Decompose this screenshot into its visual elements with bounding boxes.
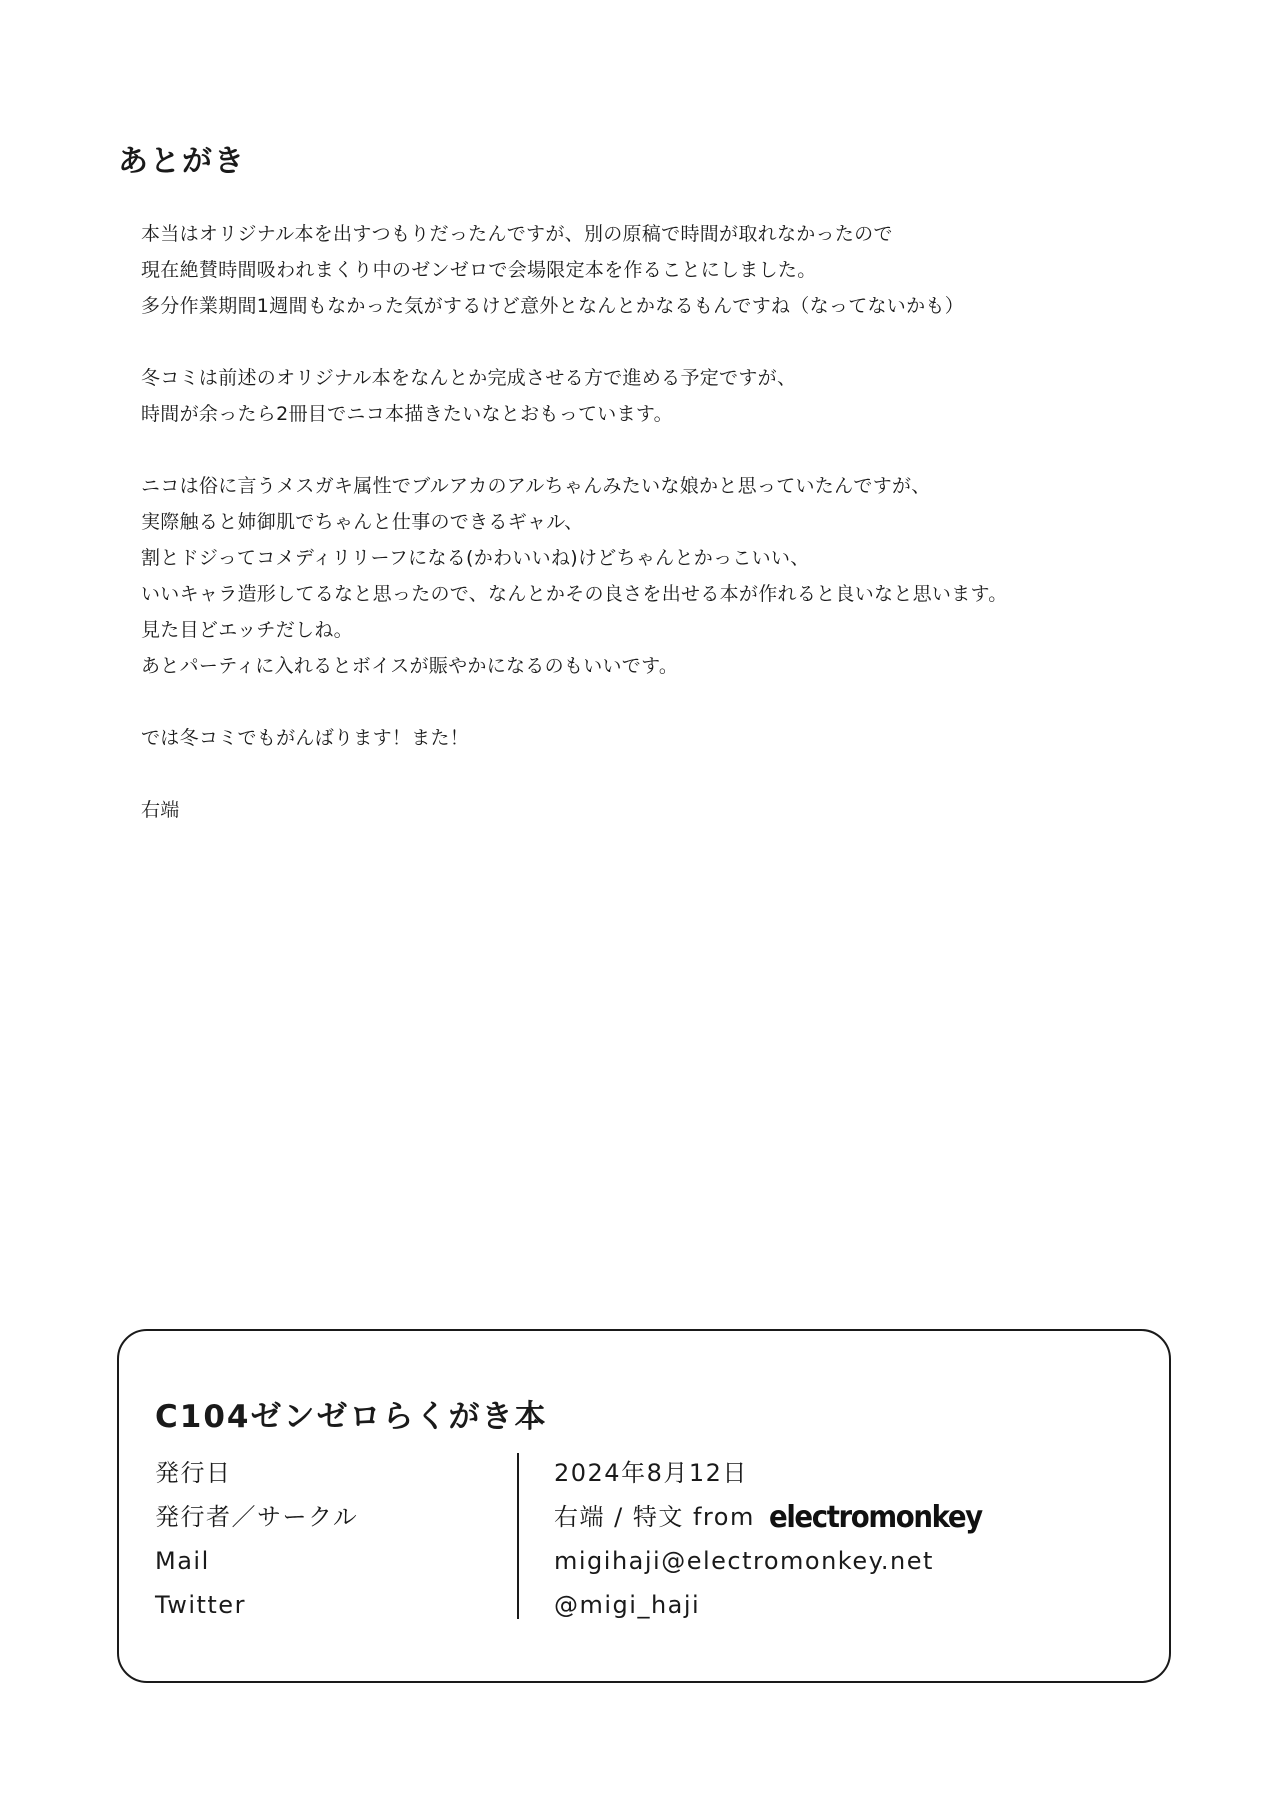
afterword-paragraph (141, 360, 1181, 432)
afterword-paragraph (141, 468, 1181, 684)
publish-date-label: 発行日 (155, 1459, 232, 1487)
text-line: あとパーティに入れるとボイスが賑やかになるのもいいです。 (141, 655, 679, 677)
signature-line: 右端 (141, 799, 180, 821)
mail-value: migihaji@electromonkey.net (554, 1547, 934, 1575)
text-line: 本当はオリジナル本を出すつもりだったんですが、別の原稿で時間が取れなかったので (141, 223, 893, 245)
publisher-label: 発行者／サークル (155, 1503, 359, 1531)
text-line: 割とドジってコメディリリーフになる(かわいいね)けどちゃんとかっこいい、 (141, 547, 810, 569)
text-line: 見た目どエッチだしね。 (141, 619, 353, 641)
text-line: 冬コミは前述のオリジナル本をなんとか完成させる方で進める予定ですが、 (141, 367, 797, 389)
publisher-value-wrap (554, 1502, 1000, 1533)
text-line: では冬コミでもがんばります！また！ (141, 727, 470, 749)
electromonkey-logo: electromonkey (768, 1500, 982, 1535)
author-signature (141, 792, 1181, 828)
text-line: 時間が余ったら2冊目でニコ本描きたいなとおもっています。 (141, 403, 673, 425)
afterword-body (141, 216, 1181, 864)
afterword-heading: あとがき (118, 144, 246, 179)
twitter-label: Twitter (155, 1591, 246, 1619)
afterword-paragraph (141, 720, 1181, 756)
book-title: C104ゼンゼロらくがき本 (155, 1399, 548, 1435)
text-line: ニコは俗に言うメスガキ属性でブルアカのアルちゃんみたいな娘かと思っていたんですが、 (141, 475, 931, 497)
colophon-divider (517, 1453, 519, 1619)
text-line: 実際触ると姉御肌でちゃんと仕事のできるギャル、 (141, 511, 584, 533)
colophon-box (117, 1329, 1171, 1683)
text-line: いいキャラ造形してるなと思ったので、なんとかその良さを出せる本が作れると良いなと思います。 (141, 583, 1008, 605)
publish-date-value: 2024年8月12日 (554, 1459, 748, 1487)
twitter-value: @migi_haji (554, 1591, 701, 1619)
afterword-paragraph (141, 216, 1181, 324)
text-line: 多分作業期間1週間もなかった気がするけど意外となんとかなるもんですね（なってないかも） (141, 295, 964, 317)
text-line: 現在絶賛時間吸われまくり中のゼンゼロで会場限定本を作ることにしました。 (141, 259, 817, 281)
mail-label: Mail (155, 1547, 210, 1575)
publisher-value: 右端 / 特文 from (554, 1503, 755, 1531)
